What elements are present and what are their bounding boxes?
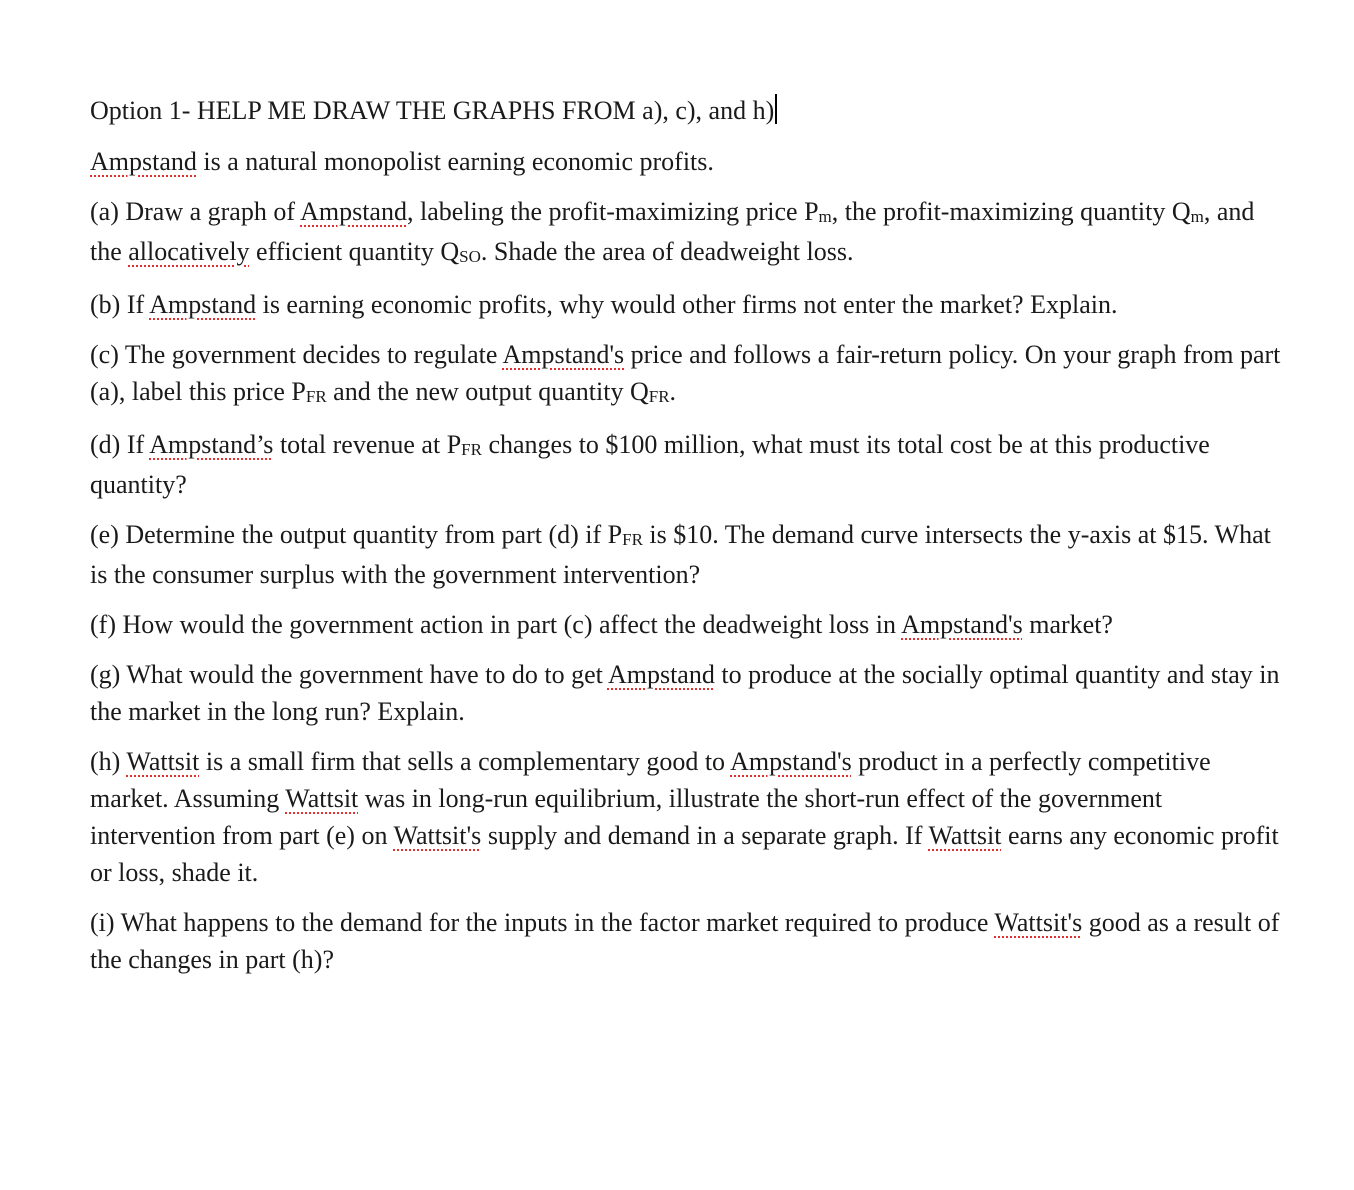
spell-flagged-word[interactable]: Wattsit [126, 747, 200, 776]
spell-flagged-word[interactable]: Ampstand [149, 290, 257, 319]
document-body[interactable] [90, 92, 1290, 991]
spell-flagged-word[interactable]: Wattsit [285, 784, 359, 813]
spell-flagged-word[interactable]: Ampstand's [502, 340, 625, 369]
document-title [90, 92, 1290, 129]
spell-flagged-word[interactable]: Ampstand [607, 660, 715, 689]
spell-flagged-word[interactable]: Wattsit [928, 821, 1002, 850]
subscript: FR [305, 387, 327, 406]
subscript: FR [648, 387, 670, 406]
subscript: SO [459, 247, 481, 266]
spell-flagged-word[interactable]: Ampstand’s [149, 430, 274, 459]
question-f: (f) How would the government action in part (c) affect the deadweight loss in Ampstand's market? [90, 610, 1113, 639]
question-g: (g) What would the government have to do to get Ampstand to produce at the socially optimal quantity and stay in the market in the long run? Explain. [90, 660, 1280, 726]
question-e: (e) Determine the output quantity from part (d) if PFR is $10. The demand curve intersects the y-axis at $15. What is the consumer surplus with the government intervention? [90, 520, 1271, 589]
question-a: (a) Draw a graph of Ampstand, labeling the profit-maximizing price Pm, the profit-maximizing quantity Qm, and the allocatively efficient quantity QSO. Shade the area of deadweight loss. [90, 197, 1255, 266]
spell-flagged-word[interactable]: Ampstand [90, 147, 197, 176]
subscript: m [1190, 207, 1204, 226]
subscript: m [818, 207, 832, 226]
question-c: (c) The government decides to regulate Ampstand's price and follows a fair-return policy. On your graph from part (a), label this price PFR and the new output quantity QFR. [90, 340, 1281, 406]
text-cursor [775, 94, 777, 124]
question-i: (i) What happens to the demand for the inputs in the factor market required to produce Wattsit's good as a result of the changes in part (h)? [90, 908, 1280, 974]
spell-flagged-word[interactable]: Ampstand's [901, 610, 1023, 639]
subscript: FR [461, 440, 482, 459]
question-h: (h) Wattsit is a small firm that sells a complementary good to Ampstand's product in a perfectly competitive market. Assuming Wattsit was in long-run equilibrium, illustrate the short-run effect of the government intervention from part (e) on Wattsit's supply and demand in a separate graph. If Wattsit earns any economic profit or loss, shade it. [90, 747, 1279, 887]
subscript: FR [622, 530, 643, 549]
title-text: Option 1- HELP ME DRAW THE GRAPHS FROM a), c), and h) [90, 96, 775, 125]
intro-paragraph: Ampstand is a natural monopolist earning economic profits. [90, 147, 714, 176]
spell-flagged-word[interactable]: Wattsit's [393, 821, 482, 850]
question-d: (d) If Ampstand’s total revenue at PFR changes to $100 million, what must its total cost be at this productive quantity? [90, 430, 1210, 499]
spell-flagged-word[interactable]: Ampstand's [730, 747, 852, 776]
spell-flagged-word[interactable]: Wattsit's [994, 908, 1083, 937]
spell-flagged-word[interactable]: allocatively [128, 237, 250, 266]
spell-flagged-word[interactable]: Ampstand [300, 197, 407, 226]
question-b: (b) If Ampstand is earning economic profits, why would other firms not enter the market? Explain. [90, 290, 1118, 319]
